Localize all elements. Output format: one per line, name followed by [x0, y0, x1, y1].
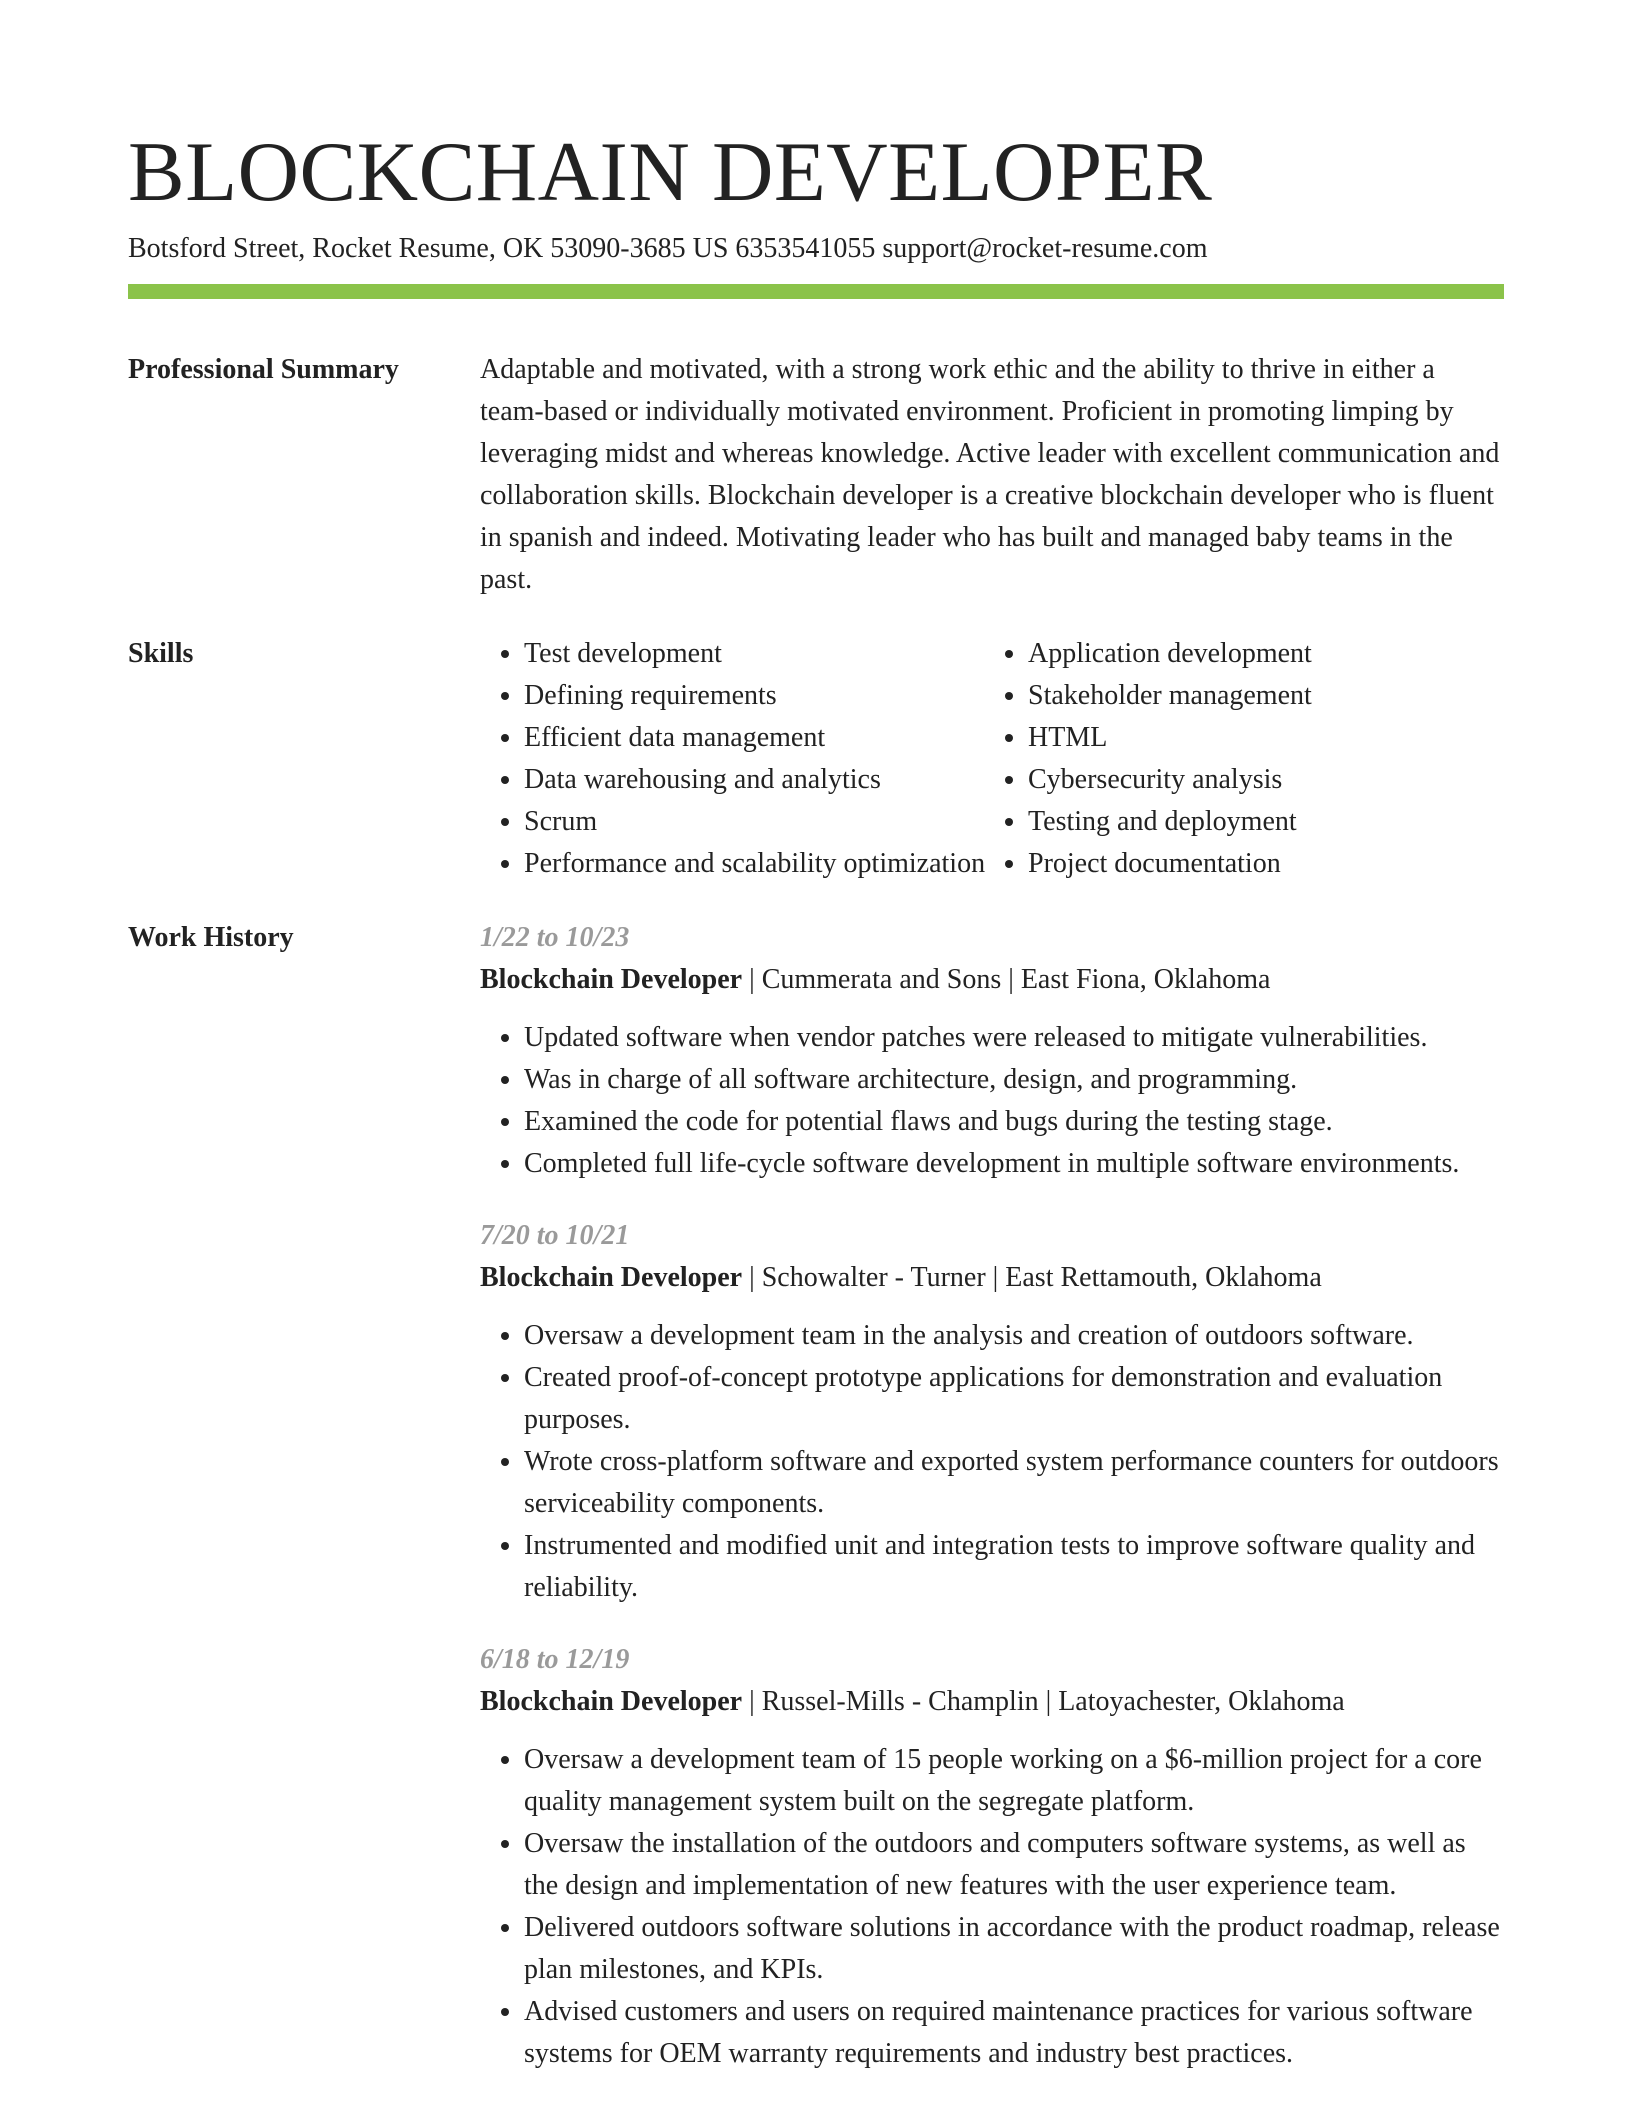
- job-bullet: • Updated software when vendor patches were released to mitigate vulnerabilities.: [524, 1017, 1504, 1059]
- skill-item: • HTML: [1028, 717, 1488, 759]
- job-bullet: • Oversaw the installation of the outdoors and computers software systems, as well as the design and implementation of new features with the user experience team.: [524, 1823, 1504, 1907]
- summary-text: Adaptable and motivated, with a strong work ethic and the ability to thrive in either a team-based or individually motivated environment. Proficient in promoting limping by leveraging midst and whereas knowledge. Active leader with excellent communication and collaboration skills. Blockchain developer is a creative blockchain developer who is fluent in spanish and indeed. Motivating leader who has built and managed baby teams in the past.: [480, 354, 1500, 595]
- job-bullet: • Instrumented and modified unit and integration tests to improve software quality and reliability.: [524, 1525, 1504, 1609]
- job-bullet: • Was in charge of all software architecture, design, and programming.: [524, 1059, 1504, 1101]
- job-heading: [480, 959, 1504, 1001]
- skill-item: • Stakeholder management: [1028, 675, 1488, 717]
- accent-divider: [128, 284, 1504, 299]
- job-dates: 6/18 to 12/19: [480, 1644, 630, 1675]
- skills-list-right: [984, 633, 1488, 885]
- job-bullet: • Wrote cross-platform software and exported system performance counters for outdoors serviceability components.: [524, 1441, 1504, 1525]
- work-history-section: [128, 917, 1504, 2105]
- skill-item: • Test development: [524, 633, 984, 675]
- skills-section: [128, 633, 1504, 885]
- job-bullet: • Examined the code for potential flaws and bugs during the testing stage.: [524, 1101, 1504, 1143]
- resume-page: [128, 0, 1504, 2105]
- summary-heading: Professional Summary: [128, 354, 399, 385]
- job-bullet: • Completed full life-cycle software development in multiple software environments.: [524, 1143, 1504, 1185]
- job-dates: 1/22 to 10/23: [480, 922, 630, 953]
- job-bullet: • Advised customers and users on required maintenance practices for various software systems for OEM warranty requirements and industry best practices.: [524, 1991, 1504, 2075]
- skill-item: • Efficient data management: [524, 717, 984, 759]
- job-bullets: [480, 1315, 1504, 1609]
- job-title: Blockchain Developer: [480, 1686, 743, 1717]
- job-entry: [480, 1215, 1504, 1609]
- job-details: | Cummerata and Sons | East Fiona, Oklahoma: [742, 964, 1271, 995]
- skills-list-left: [480, 633, 984, 885]
- job-bullet: • Oversaw a development team in the analysis and creation of outdoors software.: [524, 1315, 1504, 1357]
- job-bullet: • Created proof-of-concept prototype applications for demonstration and evaluation purposes.: [524, 1357, 1504, 1441]
- job-bullets: [480, 1017, 1504, 1185]
- skills-column-left: [480, 633, 984, 885]
- job-details: | Schowalter - Turner | East Rettamouth, Oklahoma: [742, 1262, 1322, 1293]
- skill-item: • Testing and deployment: [1028, 801, 1488, 843]
- skill-item: • Defining requirements: [524, 675, 984, 717]
- skill-item: • Scrum: [524, 801, 984, 843]
- job-heading: [480, 1681, 1504, 1723]
- skill-item: • Performance and scalability optimization: [524, 843, 984, 885]
- job-title: Blockchain Developer: [480, 1262, 743, 1293]
- skill-item: • Cybersecurity analysis: [1028, 759, 1488, 801]
- job-title: Blockchain Developer: [480, 964, 743, 995]
- job-details: | Russel-Mills - Champlin | Latoyachester, Oklahoma: [742, 1686, 1345, 1717]
- skills-columns: [480, 633, 1504, 885]
- work-history-body: [480, 917, 1504, 2105]
- work-history-heading: Work History: [128, 922, 294, 953]
- resume-title: BLOCKCHAIN DEVELOPER: [128, 125, 1213, 219]
- job-entry: [480, 917, 1504, 1185]
- job-bullet: • Oversaw a development team of 15 people working on a $6-million project for a core quality management system built on the segregate platform.: [524, 1739, 1504, 1823]
- job-entry: [480, 1639, 1504, 2075]
- skill-item: • Application development: [1028, 633, 1488, 675]
- summary-section: [128, 349, 1504, 601]
- job-heading: [480, 1257, 1504, 1299]
- contact-info: Botsford Street, Rocket Resume, OK 53090-3685 US 6353541055 support@rocket-resume.com: [128, 233, 1208, 264]
- job-bullets: [480, 1739, 1504, 2075]
- skill-item: • Project documentation: [1028, 843, 1488, 885]
- skills-heading: Skills: [128, 638, 194, 669]
- skills-column-right: [984, 633, 1488, 885]
- skill-item: • Data warehousing and analytics: [524, 759, 984, 801]
- job-bullet: • Delivered outdoors software solutions in accordance with the product roadmap, release plan milestones, and KPIs.: [524, 1907, 1504, 1991]
- job-dates: 7/20 to 10/21: [480, 1220, 630, 1251]
